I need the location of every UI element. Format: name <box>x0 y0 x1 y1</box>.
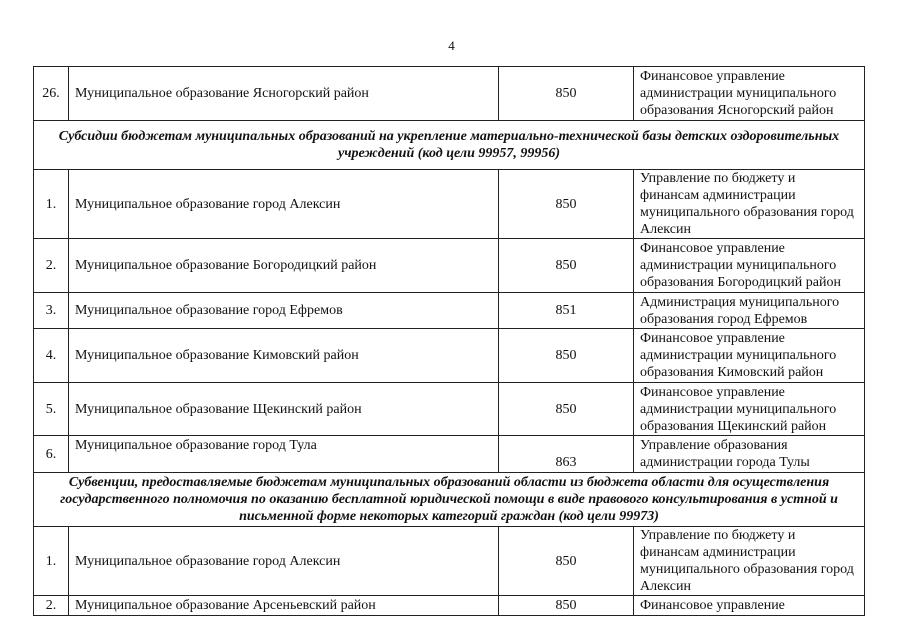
row-number: 6. <box>34 436 69 473</box>
municipality-name: Муниципальное образование Арсеньевский район <box>69 596 499 616</box>
row-number: 1. <box>34 527 69 596</box>
row-number: 3. <box>34 293 69 329</box>
table-row <box>34 239 865 293</box>
section-header-row <box>34 121 865 170</box>
municipality-name: Муниципальное образование Щекинский район <box>69 383 499 436</box>
code-cell: 850 <box>499 239 634 293</box>
code-cell: 850 <box>499 170 634 239</box>
table-row <box>34 436 865 473</box>
row-number: 2. <box>34 596 69 616</box>
municipality-name: Муниципальное образование город Ефремов <box>69 293 499 329</box>
municipality-name: Муниципальное образование город Алексин <box>69 527 499 596</box>
municipality-name: Муниципальное образование Ясногорский район <box>69 67 499 121</box>
section-title: Субвенции, предоставляемые бюджетам муниципальных образований области из бюджета области для осуществления государственного полномочия по оказанию бесплатной юридической помощи в виде правового консультирования в устной и письменной форме некоторых категорий граждан (код цели 99973) <box>34 473 865 527</box>
code-cell: 850 <box>499 383 634 436</box>
section-title: Субсидии бюджетам муниципальных образований на укрепление материально-технической базы детских оздоровительных учреждений (код цели 99957, 99956) <box>34 121 865 170</box>
row-number: 4. <box>34 329 69 383</box>
recipient-cell: Финансовое управление администрации муниципального образования Щекинский район <box>634 383 865 436</box>
recipient-cell: Финансовое управление <box>634 596 865 616</box>
recipient-cell: Управление по бюджету и финансам администрации муниципального образования город Алексин <box>634 170 865 239</box>
code-cell: 850 <box>499 596 634 616</box>
recipient-cell: Управление по бюджету и финансам администрации муниципального образования город Алексин <box>634 527 865 596</box>
table-row <box>34 170 865 239</box>
municipality-name: Муниципальное образование город Алексин <box>69 170 499 239</box>
municipality-name: Муниципальное образование Богородицкий район <box>69 239 499 293</box>
code-cell: 851 <box>499 293 634 329</box>
row-number: 5. <box>34 383 69 436</box>
recipient-cell: Управление образования администрации города Тулы <box>634 436 865 473</box>
recipient-cell: Администрация муниципального образования город Ефремов <box>634 293 865 329</box>
table-row <box>34 596 865 616</box>
municipality-name: Муниципальное образование Кимовский район <box>69 329 499 383</box>
section-header-row <box>34 473 865 527</box>
page-number: 4 <box>448 38 455 53</box>
code-cell: 850 <box>499 329 634 383</box>
table-row <box>34 383 865 436</box>
table-row <box>34 329 865 383</box>
code-cell: 863 <box>499 436 634 473</box>
table-row <box>34 527 865 596</box>
allocation-table <box>33 66 865 616</box>
recipient-cell: Финансовое управление администрации муниципального образования Ясногорский район <box>634 67 865 121</box>
row-number: 1. <box>34 170 69 239</box>
recipient-cell: Финансовое управление администрации муниципального образования Кимовский район <box>634 329 865 383</box>
recipient-cell: Финансовое управление администрации муниципального образования Богородицкий район <box>634 239 865 293</box>
code-cell: 850 <box>499 67 634 121</box>
municipality-name: Муниципальное образование город Тула <box>69 436 499 473</box>
row-number: 2. <box>34 239 69 293</box>
code-cell: 850 <box>499 527 634 596</box>
table-row <box>34 67 865 121</box>
row-number: 26. <box>34 67 69 121</box>
table-row <box>34 293 865 329</box>
